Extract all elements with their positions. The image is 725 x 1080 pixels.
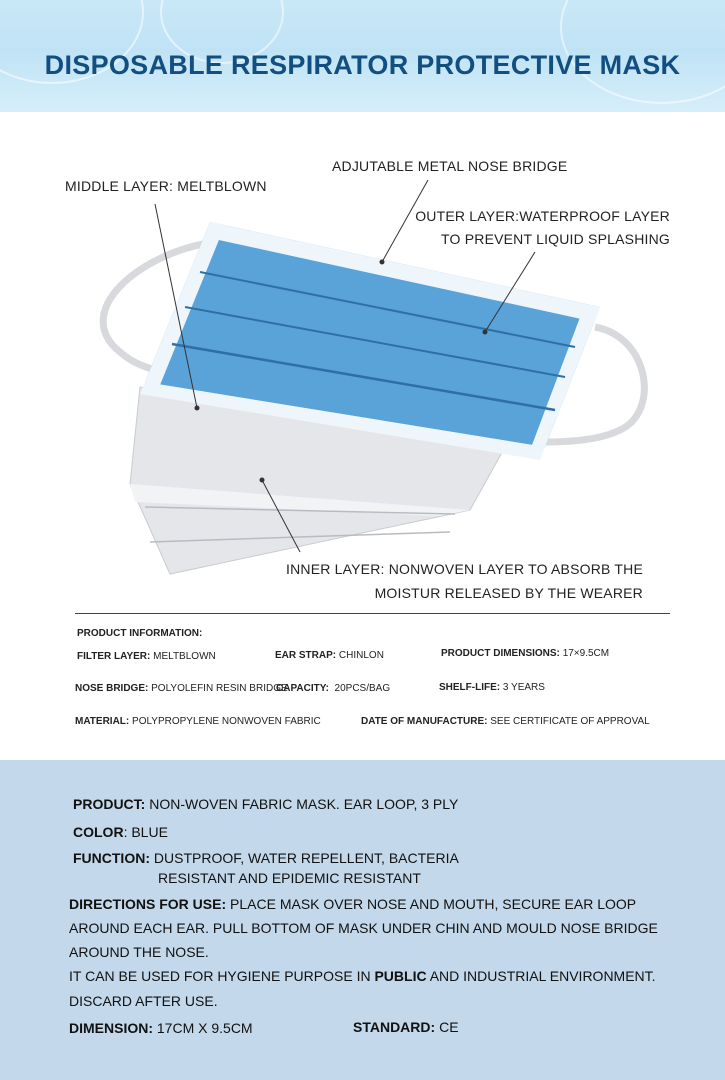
- middle-layer-label: MIDDLE LAYER: MELTBLOWN: [65, 178, 267, 194]
- header-banner: [0, 0, 725, 112]
- product-dimensions-info: PRODUCT DIMENSIONS: 17×9.5CM: [441, 648, 610, 659]
- nose-bridge-info: NOSE BRIDGE: POLYOLEFIN RESIN BRIDGE: [75, 683, 288, 694]
- product-info-heading: PRODUCT INFORMATION:: [77, 628, 203, 639]
- outer-layer-label-1: OUTER LAYER:WATERPROOF LAYER: [415, 208, 670, 224]
- capacity-info: CAPACITY: 20PCS/BAG: [276, 683, 391, 694]
- directions-spec-line2: AROUND EACH EAR. PULL BOTTOM OF MASK UNDER CHIN AND MOULD NOSE BRIDGE: [69, 920, 658, 936]
- filter-layer-info: FILTER LAYER: MELTBLOWN: [77, 651, 216, 662]
- function-spec: FUNCTION: DUSTPROOF, WATER REPELLENT, BACTERIA: [73, 850, 459, 866]
- dimension-spec: DIMENSION: 17CM X 9.5CM: [69, 1020, 253, 1036]
- ear-strap-info: EAR STRAP: CHINLON: [275, 650, 384, 661]
- color-spec: COLOR: BLUE: [73, 824, 168, 840]
- nose-bridge-label: ADJUTABLE METAL NOSE BRIDGE: [332, 158, 568, 174]
- shelf-life-info: SHELF-LIFE: 3 YEARS: [439, 682, 545, 693]
- function-spec-line2: RESISTANT AND EPIDEMIC RESISTANT: [158, 870, 421, 886]
- standard-spec: STANDARD: CE: [353, 1019, 459, 1035]
- directions-spec: DIRECTIONS FOR USE: PLACE MASK OVER NOSE AND MOUTH, SECURE EAR LOOP: [69, 896, 637, 912]
- outer-layer-label-2: TO PREVENT LIQUID SPLASHING: [441, 231, 670, 247]
- inner-layer-label-2: MOISTUR RELEASED BY THE WEARER: [374, 585, 643, 601]
- usage-note: IT CAN BE USED FOR HYGIENE PURPOSE IN PUBLIC AND INDUSTRIAL ENVIRONMENT.: [69, 968, 656, 984]
- divider: [75, 613, 670, 614]
- product-spec: PRODUCT: NON-WOVEN FABRIC MASK. EAR LOOP, 3 PLY: [73, 796, 459, 812]
- directions-spec-line3: AROUND THE NOSE.: [69, 944, 209, 960]
- manufacture-date-info: DATE OF MANUFACTURE: SEE CERTIFICATE OF APPROVAL: [361, 716, 650, 727]
- mask-diagram: [0, 112, 725, 612]
- disposal-note: DISCARD AFTER USE.: [69, 993, 218, 1009]
- material-info: MATERIAL: POLYPROPYLENE NONWOVEN FABRIC: [75, 716, 321, 727]
- inner-layer-label-1: INNER LAYER: NONWOVEN LAYER TO ABSORB THE: [286, 561, 643, 577]
- page-title: DISPOSABLE RESPIRATOR PROTECTIVE MASK: [44, 50, 681, 80]
